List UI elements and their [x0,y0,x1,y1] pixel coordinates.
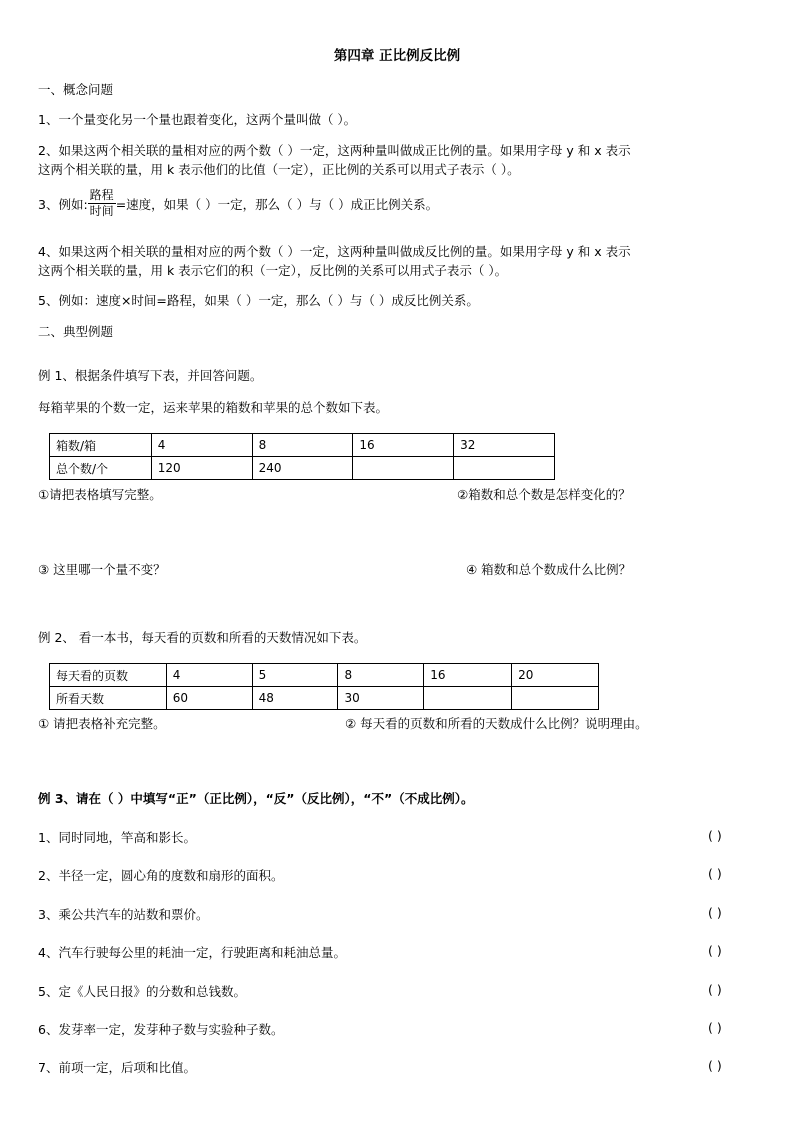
speed-fraction [88,188,116,219]
example-3-title: 例 3、请在（ ）中填写“正”（正比例），“反”（反比例），“不”（不成比例）。 [38,791,474,806]
example-1-question-3: ③ 这里哪一个量不变？ [38,562,166,577]
table-row [50,457,555,480]
example-2-title: 例 2、 看一本书，每天看的页数和所看的天数情况如下表。 [38,630,367,645]
example-1-description: 每箱苹果的个数一定，运来苹果的箱数和苹果的总个数如下表。 [38,400,389,415]
answer-bracket: ( ) [708,1020,722,1035]
table-row [50,687,599,710]
answer-bracket: ( ) [708,905,722,920]
section-heading-concepts: 一、概念问题 [38,82,114,97]
table-cell [424,687,512,710]
page-title: 第四章 正比例反比例 [333,48,461,64]
apple-table [49,433,555,480]
reading-table [49,663,599,710]
table-cell: 8 [338,664,424,687]
table-cell [512,687,599,710]
table-cell: 8 [252,434,353,457]
question-3 [38,188,438,219]
section-heading-examples: 二、典型例题 [38,324,114,339]
list-item: 6、发芽率一定，发芽种子数与实验种子数。 [38,1022,284,1037]
question-3-prefix: 3、例如: [38,196,88,212]
table-cell: 所看天数 [50,687,167,710]
table-row [50,434,555,457]
example-1-question-4: ④ 箱数和总个数成什么比例？ [466,562,632,577]
list-item: 7、前项一定，后项和比值。 [38,1060,196,1075]
list-item: 2、半径一定，圆心角的度数和扇形的面积。 [38,868,284,883]
table-cell: 32 [454,434,555,457]
table-cell: 每天看的页数 [50,664,167,687]
table-cell: 30 [338,687,424,710]
example-1-question-1: ①请把表格填写完整。 [38,487,162,502]
question-4-line-2: 这两个相关联的量，用 k 表示它们的积（一定），反比例的关系可以用式子表示（ ）。 [38,263,508,278]
table-row [50,664,599,687]
table-cell: 16 [353,434,454,457]
list-item: 5、定《人民日报》的分数和总钱数。 [38,984,246,999]
table-cell: 16 [424,664,512,687]
fraction-denominator: 时间 [89,204,114,218]
answer-bracket: ( ) [708,943,722,958]
list-item: 1、同时同地，竿高和影长。 [38,830,196,845]
question-2-line-2: 这两个相关联的量，用 k 表示他们的比值（一定），正比例的关系可以用式子表示（ ）。 [38,162,520,177]
table-cell: 4 [166,664,252,687]
question-4-line-1: 4、如果这两个相关联的量相对应的两个数（ ）一定，这两种量叫做成反比例的量。如果用字母 y 和 x 表示 [38,244,631,259]
question-2-line-1: 2、如果这两个相关联的量相对应的两个数（ ）一定，这两种量叫做成正比例的量。如果用字母 y 和 x 表示 [38,143,631,158]
table-cell: 总个数/个 [50,457,152,480]
table-cell: 20 [512,664,599,687]
question-3-suffix: =速度，如果（ ）一定，那么（ ）与（ ）成正比例关系。 [115,196,439,212]
answer-bracket: ( ) [708,828,722,843]
list-item: 3、乘公共汽车的站数和票价。 [38,907,209,922]
table-cell: 5 [252,664,338,687]
answer-bracket: ( ) [708,982,722,997]
question-5: 5、例如：速度×时间=路程，如果（ ）一定，那么（ ）与（ ）成反比例关系。 [38,293,479,308]
answer-bracket: ( ) [708,866,722,881]
table-cell: 4 [151,434,252,457]
table-cell: 60 [166,687,252,710]
example-2-question-1: ① 请把表格补充完整。 [38,716,166,731]
example-1-question-2: ②箱数和总个数是怎样变化的？ [457,487,631,502]
fraction-numerator: 路程 [89,188,114,202]
table-cell: 箱数/箱 [50,434,152,457]
table-cell: 240 [252,457,353,480]
example-2-question-2: ② 每天看的页数和所看的天数成什么比例？说明理由。 [345,716,648,731]
answer-bracket: ( ) [708,1058,722,1073]
table-cell [353,457,454,480]
table-cell [454,457,555,480]
example-1-title: 例 1、根据条件填写下表，并回答问题。 [38,368,263,383]
list-item: 4、汽车行驶每公里的耗油一定，行驶距离和耗油总量。 [38,945,346,960]
table-cell: 48 [252,687,338,710]
question-1: 1、一个量变化另一个量也跟着变化，这两个量叫做（ ）。 [38,112,357,127]
table-cell: 120 [151,457,252,480]
